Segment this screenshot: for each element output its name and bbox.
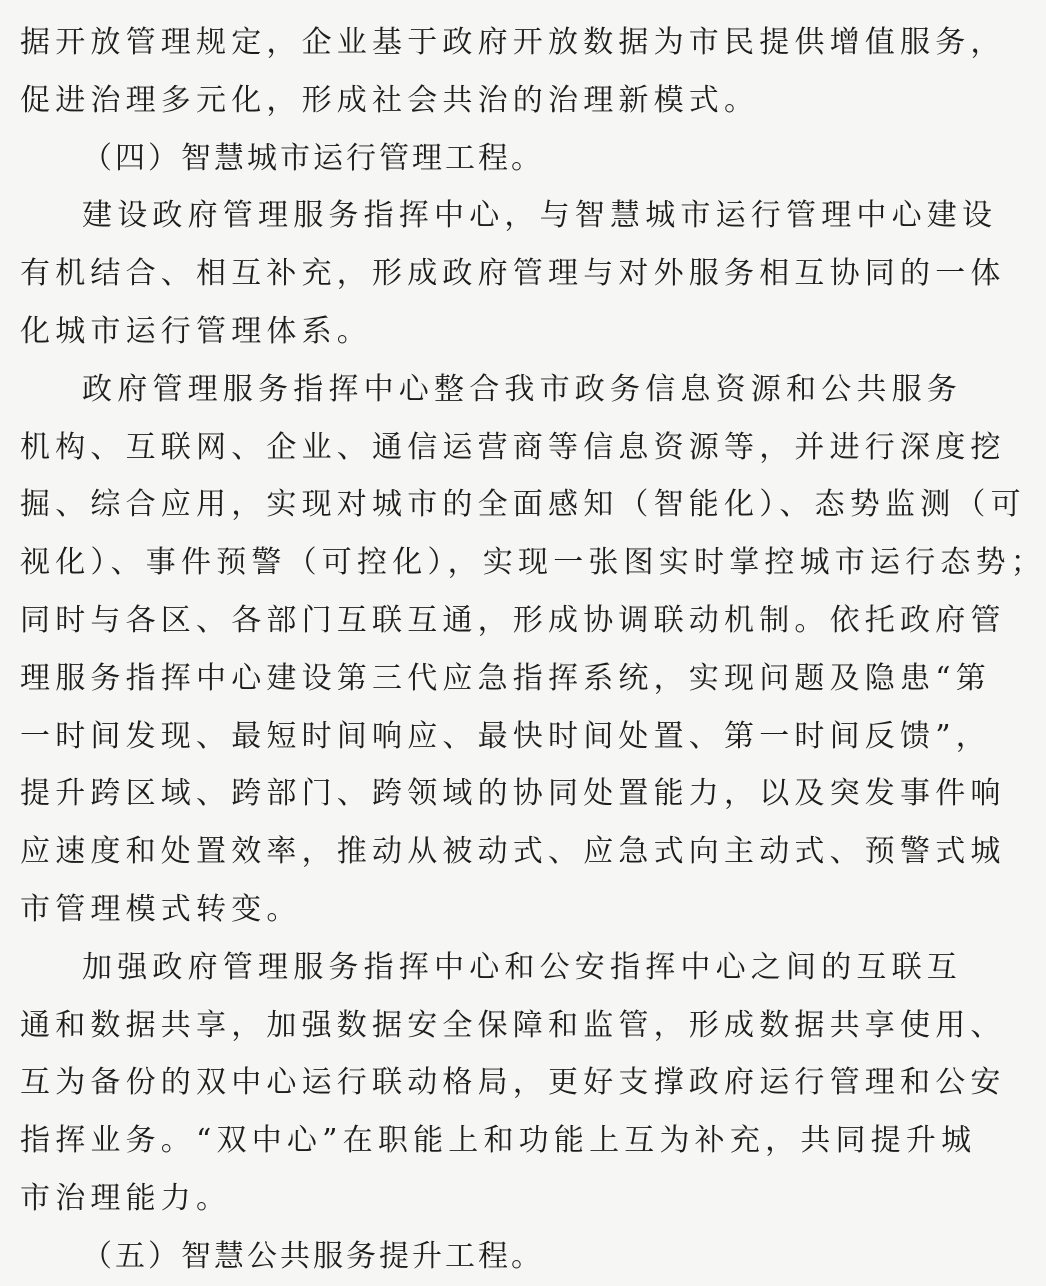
text-line: 理服务指挥中心建设第三代应急指挥系统，实现问题及隐患“第 [20,660,991,696]
text-line: 政府管理服务指挥中心整合我市政务信息资源和公共服务 [82,371,962,407]
text-line: 促进治理多元化，形成社会共治的治理新模式。 [20,82,760,118]
paragraph-open-data [20,14,1006,130]
text-line: 市管理模式转变。 [20,891,302,927]
text-line: 机构、互联网、企业、通信运营商等信息资源等，并进行深度挖 [20,429,1006,465]
text-line: 通和数据共享，加强数据安全保障和监管，形成数据共享使用、 [20,1007,1006,1043]
text-line: 化城市运行管理体系。 [20,313,372,349]
text-line: 同时与各区、各部门互联互通，形成协调联动机制。依托政府管 [20,602,1006,638]
text-line: 互为备份的双中心运行联动格局，更好支撑政府运行管理和公安 [20,1065,1006,1101]
paragraph-dual-center [20,939,1006,1228]
text-line: 有机结合、相互补充，形成政府管理与对外服务相互协同的一体 [20,256,1006,292]
text-line: 掘、综合应用，实现对城市的全面感知（智能化）、态势监测（可 [20,487,1026,523]
text-line: 建设政府管理服务指挥中心，与智慧城市运行管理中心建设 [82,198,998,234]
text-line: 应速度和处置效率，推动从被动式、应急式向主动式、预警式城 [20,834,1006,870]
text-line: 加强政府管理服务指挥中心和公安指挥中心之间的互联互 [82,949,962,985]
text-line: 指挥业务。“双中心”在职能上和功能上互为补充，共同提升城 [20,1123,977,1159]
text-line: 据开放管理规定，企业基于政府开放数据为市民提供增值服务， [20,25,1006,60]
text-line: 提升跨区域、跨部门、跨领域的协同处置能力，以及突发事件响 [20,776,1006,812]
text-line: 视化）、事件预警（可控化），实现一张图实时掌控城市运行态势； [20,545,1046,581]
section-heading-4: （四）智慧城市运行管理工程。 [82,140,544,176]
section-heading-5: （五）智慧公共服务提升工程。 [82,1238,544,1274]
text-line: 市治理能力。 [20,1180,232,1216]
paragraph-resource-integration [20,361,1046,939]
paragraph-command-center [20,187,1006,360]
text-line: 一时间发现、最短时间响应、最快时间处置、第一时间反馈”， [20,718,991,754]
